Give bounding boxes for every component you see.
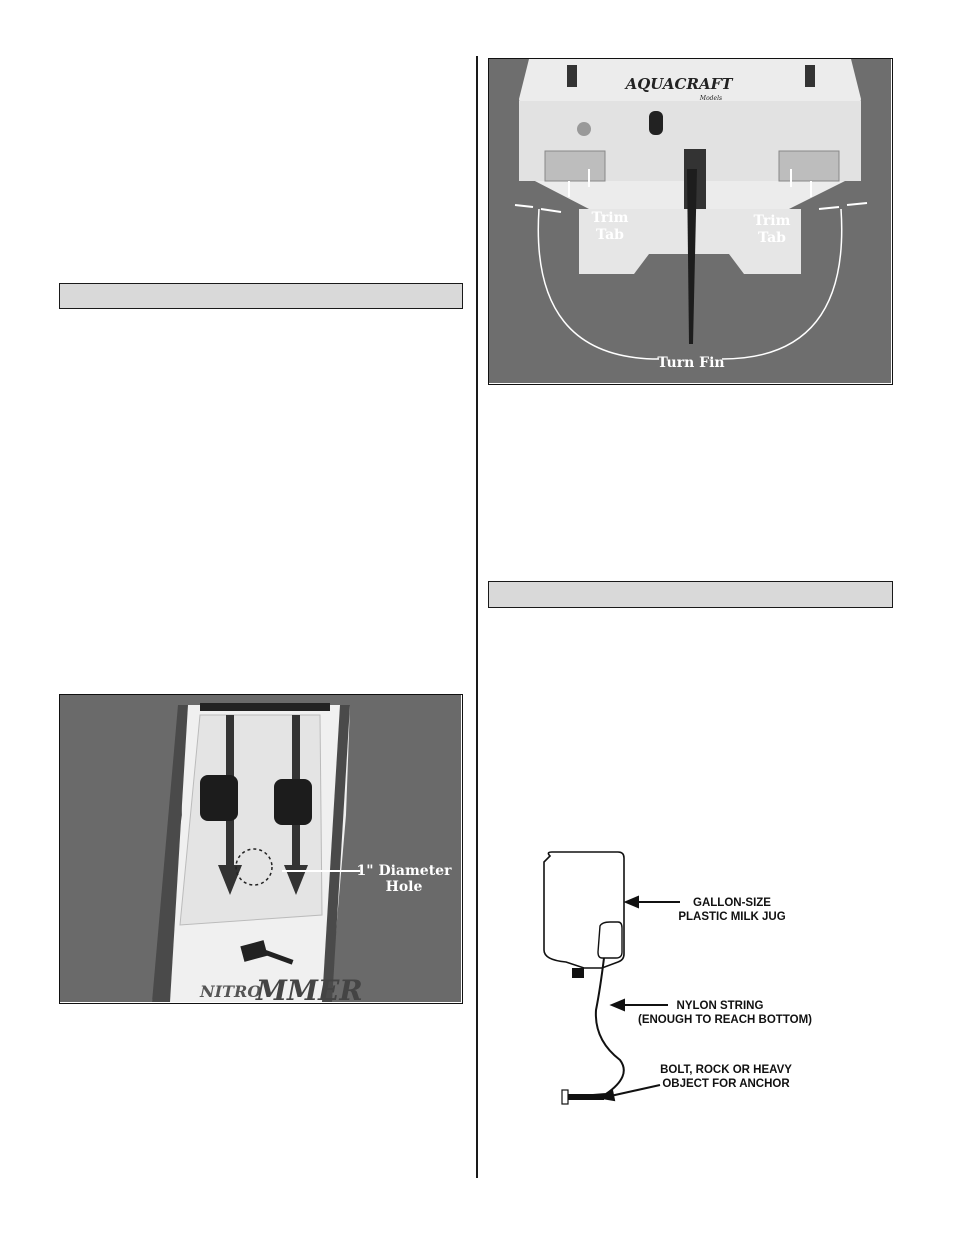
nylon-string: [580, 958, 624, 1096]
buoy-diagram-graphic: [540, 850, 840, 1110]
top-bracket: [200, 703, 330, 711]
trim-tab-left: [545, 151, 605, 181]
hull-name-1: NITRO: [200, 982, 262, 1001]
section-header-bar-left: [59, 283, 463, 309]
jug-handle: [598, 922, 622, 958]
section-header-bar-right: [488, 581, 893, 608]
trim-tab-right: [779, 151, 839, 181]
photo-stern-trim-tabs: [488, 58, 893, 385]
anchor-label-1: BOLT, ROCK OR HEAVY: [660, 1064, 792, 1076]
string-label-1: NYLON STRING: [676, 1000, 764, 1012]
trim-tab-right-label-2: Tab: [758, 230, 786, 246]
trim-tab-right-label-1: Trim: [753, 213, 791, 229]
anchor-bolt-head: [562, 1090, 568, 1104]
anchor-bolt: [564, 1094, 604, 1100]
deck-handle-left: [567, 65, 577, 87]
hole-label-1: 1" Diameter: [356, 863, 452, 879]
hull-fitting: [577, 122, 591, 136]
hole-label-2: Hole: [385, 879, 423, 895]
string-label-2: (ENOUGH TO REACH BOTTOM): [638, 1014, 812, 1026]
photo-stern-graphic: [489, 59, 891, 383]
anchor-label-2: OBJECT FOR ANCHOR: [662, 1078, 790, 1090]
column-divider: [476, 56, 478, 1178]
photo-deck-graphic: [60, 695, 461, 1002]
rudder-linkage: [649, 111, 663, 135]
deck-handle-right: [805, 65, 815, 87]
trim-tab-left-label-2: Tab: [596, 227, 624, 243]
photo-deck-hole: [59, 694, 463, 1004]
air-scoop-right: [274, 779, 312, 825]
air-scoop-left: [200, 775, 238, 821]
brand-logo: AQUACRAFT: [625, 75, 733, 93]
brand-sub: Models: [699, 95, 723, 102]
diagram-retrieval-buoy: [540, 850, 840, 1110]
jug-label-2: PLASTIC MILK JUG: [678, 911, 786, 923]
turn-fin-label: Turn Fin: [657, 355, 725, 371]
jug-cap: [572, 968, 584, 978]
jug-label-1: GALLON-SIZE: [693, 897, 771, 909]
hull-name-2: MMER: [256, 974, 363, 1002]
trim-tab-left-label-1: Trim: [591, 210, 629, 226]
